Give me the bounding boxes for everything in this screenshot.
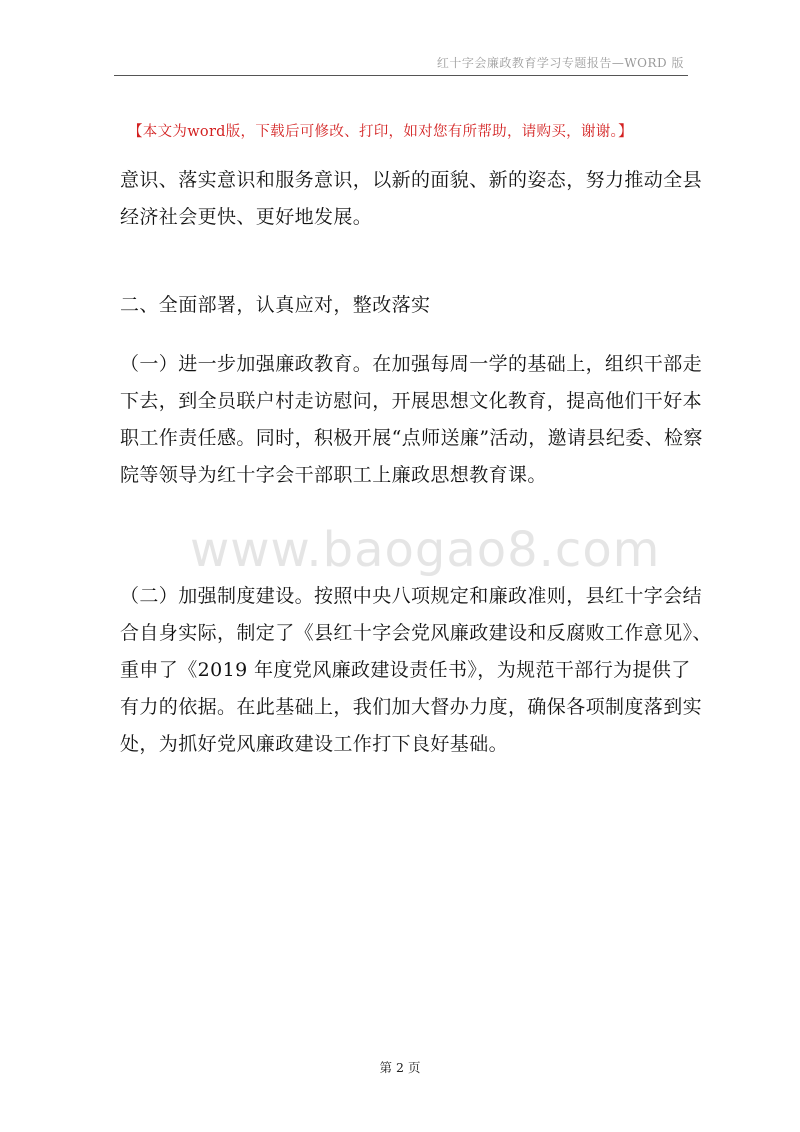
paragraph-line: 意识、落实意识和服务意识，以新的面貌、新的姿态，努力推动全县 [120, 169, 703, 191]
paragraph-line: 职工作责任感。同时，积极开展“点师送廉”活动，邀请县纪委、检察 [120, 427, 703, 449]
paragraph-line: 处，为抓好党风廉政建设工作打下良好基础。 [120, 733, 509, 755]
header-rule [114, 75, 688, 76]
paragraph-continuation [120, 162, 703, 236]
page-number: 第 2 页 [379, 1060, 421, 1075]
section-heading-text: 二、全面部署，认真应对，整改落实 [120, 294, 431, 316]
purchase-notice: 【本文为word版，下载后可修改、打印，如对您有所帮助，请购买，谢谢。】 [128, 124, 633, 140]
paragraph-line: 经济社会更快、更好地发展。 [120, 206, 373, 228]
paragraph-line: 重申了《2019 年度党风廉政建设责任书》，为规范干部行为提供了 [120, 659, 691, 681]
paragraph-system-building [120, 578, 712, 763]
paragraph-line: 有力的依据。在此基础上，我们加大督办力度，确保各项制度落到实 [120, 696, 703, 718]
paragraph-education [120, 346, 703, 494]
section-heading [120, 287, 686, 324]
watermark: www.baogao8.com [190, 522, 661, 578]
paragraph-line: （一）进一步加强廉政教育。在加强每周一学的基础上，组织干部走 [120, 353, 703, 375]
header-title: 红十字会廉政教育学习专题报告—WORD 版 [436, 56, 684, 70]
paragraph-line: 院等领导为红十字会干部职工上廉政思想教育课。 [120, 464, 547, 486]
page-header [0, 0, 800, 76]
paragraph-line: 合自身实际，制定了《县红十字会党风廉政建设和反腐败工作意见》、 [120, 622, 712, 644]
paragraph-line: 下去，到全员联户村走访慰问，开展思想文化教育，提高他们干好本 [120, 390, 703, 412]
paragraph-line: （二）加强制度建设。按照中央八项规定和廉政准则，县红十字会结 [120, 585, 703, 607]
